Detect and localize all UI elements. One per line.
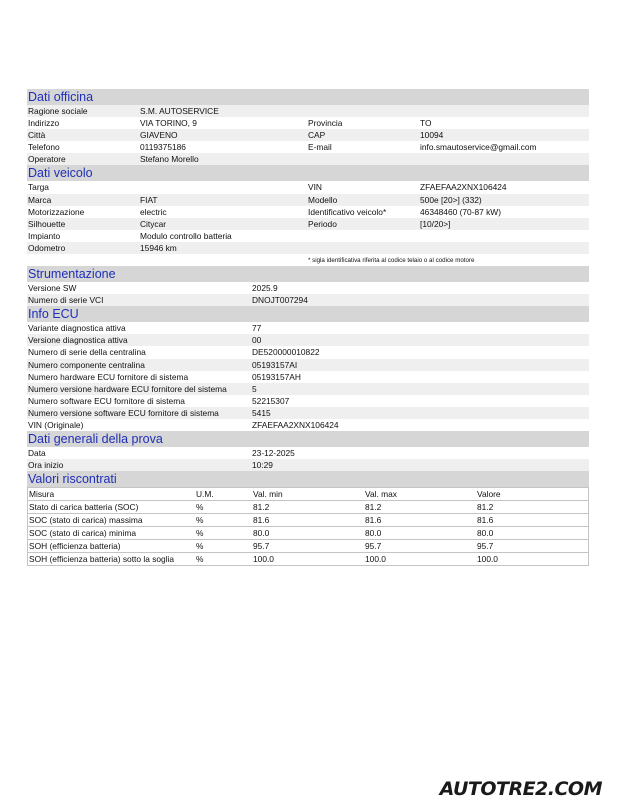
column-header: Misura (29, 489, 55, 500)
field-value: 05193157AH (252, 371, 301, 382)
measure-unit: % (196, 541, 204, 552)
field-label: Silhouette (28, 218, 66, 229)
field-label: Indirizzo (28, 118, 60, 129)
field-value: 10:29 (252, 460, 273, 471)
field-value: ZFAEFAA2XNX106424 (420, 182, 507, 193)
field-value: [10/20>] (420, 218, 451, 229)
measure-value: 80.0 (477, 528, 494, 539)
field-value: 52215307 (252, 395, 290, 406)
measure-unit: % (196, 554, 204, 565)
field-label: VIN (308, 182, 322, 193)
measure-name: Stato di carica batteria (SOC) (29, 502, 139, 513)
field-value: 05193157AI (252, 359, 298, 370)
field-label: Data (28, 448, 46, 459)
column-header: U.M. (196, 489, 214, 500)
field-label: Versione SW (28, 283, 77, 294)
table-row (27, 334, 589, 346)
field-label: Numero versione hardware ECU fornitore del sistema (28, 383, 227, 394)
table-row (28, 514, 588, 527)
field-value: 23-12-2025 (252, 448, 295, 459)
measure-unit: % (196, 515, 204, 526)
measure-max: 81.6 (365, 515, 382, 526)
measure-value: 81.2 (477, 502, 494, 513)
field-value: electric (140, 206, 167, 217)
field-value: 5 (252, 383, 257, 394)
table-row (27, 371, 589, 383)
field-label: Città (28, 130, 46, 141)
table-row (27, 419, 589, 431)
table-row (27, 359, 589, 371)
field-value: 5415 (252, 407, 271, 418)
field-value: TO (420, 118, 432, 129)
column-header: Val. max (365, 489, 397, 500)
strumentazione-table (27, 282, 589, 306)
measure-name: SOC (stato di carica) massima (29, 515, 143, 526)
measure-max: 95.7 (365, 541, 382, 552)
measure-min: 81.6 (253, 515, 270, 526)
field-value: 77 (252, 323, 262, 334)
column-header: Valore (477, 489, 501, 500)
field-label: Numero componente centralina (28, 359, 145, 370)
autotre2-logo: AUTOTRE2.COM (439, 778, 602, 800)
table-row (28, 501, 588, 514)
field-label: Targa (28, 182, 49, 193)
measure-min: 100.0 (253, 554, 274, 565)
field-value: Stefano Morello (140, 154, 199, 165)
section-title-veicolo: Dati veicolo (27, 165, 589, 181)
footnote-row (27, 254, 589, 266)
measure-value: 81.6 (477, 515, 494, 526)
field-value: GIAVENO (140, 130, 178, 141)
field-value: 0119375186 (140, 142, 186, 153)
officina-table (27, 105, 589, 165)
table-row (27, 218, 589, 230)
field-value: Citycar (140, 218, 167, 229)
field-label: Ora inizio (28, 460, 64, 471)
section-title-valori: Valori riscontrati (27, 471, 589, 487)
table-row (27, 383, 589, 395)
field-value: S.M. AUTOSERVICE (140, 106, 219, 116)
section-title-ecu: Info ECU (27, 306, 589, 322)
field-value: DE520000010822 (252, 347, 320, 358)
table-row (27, 407, 589, 419)
prova-table (27, 447, 589, 471)
table-row (27, 153, 589, 165)
measure-min: 95.7 (253, 541, 270, 552)
measure-value: 100.0 (477, 554, 498, 565)
measure-unit: % (196, 528, 204, 539)
table-row (28, 553, 588, 566)
field-value: DNOJT007294 (252, 295, 308, 306)
field-value: 46348460 (70-87 kW) (420, 206, 502, 217)
section-title-prova: Dati generali della prova (27, 431, 589, 447)
field-label: Provincia (308, 118, 343, 129)
measure-name: SOH (efficienza batteria) (29, 541, 121, 552)
measure-value: 95.7 (477, 541, 494, 552)
field-label: Numero software ECU fornitore di sistema (28, 395, 185, 406)
field-label: Marca (28, 194, 52, 205)
table-row (27, 282, 589, 294)
field-value: 500e [20>] (332) (420, 194, 482, 205)
field-value: VIA TORINO, 9 (140, 118, 197, 129)
field-value: 15946 km (140, 242, 177, 253)
field-label: E-mail (308, 142, 332, 153)
field-label: Identificativo veicolo* (308, 206, 387, 217)
table-row (27, 117, 589, 129)
section-title-strumentazione: Strumentazione (27, 266, 589, 282)
field-label: Operatore (28, 154, 66, 165)
table-row (27, 206, 589, 218)
measure-max: 80.0 (365, 528, 382, 539)
section-title-officina: Dati officina (27, 89, 589, 105)
table-row (27, 141, 589, 153)
measure-unit: % (196, 502, 204, 513)
table-row (27, 242, 589, 254)
field-label: Ragione sociale (28, 106, 88, 116)
table-row (27, 322, 589, 334)
field-label: Telefono (28, 142, 60, 153)
table-row (27, 129, 589, 141)
table-row (27, 447, 589, 459)
table-row (28, 540, 588, 553)
field-value: 10094 (420, 130, 444, 141)
measure-max: 81.2 (365, 502, 382, 513)
veicolo-table (27, 181, 589, 266)
field-value: Modulo controllo batteria (140, 230, 232, 241)
field-value: 00 (252, 335, 262, 346)
field-label: Numero di serie della centralina (28, 347, 146, 358)
email-value: info.smautoservice@gmail.com (420, 142, 537, 153)
field-label: Numero hardware ECU fornitore di sistema (28, 371, 189, 382)
table-row (27, 230, 589, 242)
table-row (28, 527, 588, 540)
measure-max: 100.0 (365, 554, 386, 565)
field-value: FIAT (140, 194, 158, 205)
field-label: Impianto (28, 230, 61, 241)
field-label: Versione diagnostica attiva (28, 335, 128, 346)
field-label: Modello (308, 194, 338, 205)
measure-name: SOH (efficienza batteria) sotto la soglia (29, 554, 175, 565)
table-row (27, 346, 589, 358)
table-row (27, 105, 589, 117)
field-label: Variante diagnostica attiva (28, 323, 126, 334)
table-row (27, 395, 589, 407)
field-value: ZFAEFAA2XNX106424 (252, 419, 339, 430)
field-label: Periodo (308, 218, 337, 229)
ecu-table (27, 322, 589, 431)
measure-min: 81.2 (253, 502, 270, 513)
table-row (27, 294, 589, 306)
diagnostic-report (27, 89, 589, 566)
field-value: 2025.9 (252, 283, 278, 294)
field-label: CAP (308, 130, 326, 141)
vehicle-id-footnote: * sigla identificativa riferita al codice telaio o al codice motore (308, 257, 475, 265)
table-row (27, 181, 589, 193)
field-label: VIN (Originale) (28, 419, 84, 430)
table-row (27, 459, 589, 471)
table-header-row (28, 487, 588, 501)
field-label: Numero di serie VCI (28, 295, 104, 306)
field-label: Numero versione software ECU fornitore di sistema (28, 407, 219, 418)
valori-table (27, 487, 589, 566)
table-row (27, 194, 589, 206)
measure-name: SOC (stato di carica) minima (29, 528, 137, 539)
field-label: Odometro (28, 242, 66, 253)
measure-min: 80.0 (253, 528, 270, 539)
column-header: Val. min (253, 489, 283, 500)
field-label: Motorizzazione (28, 206, 85, 217)
